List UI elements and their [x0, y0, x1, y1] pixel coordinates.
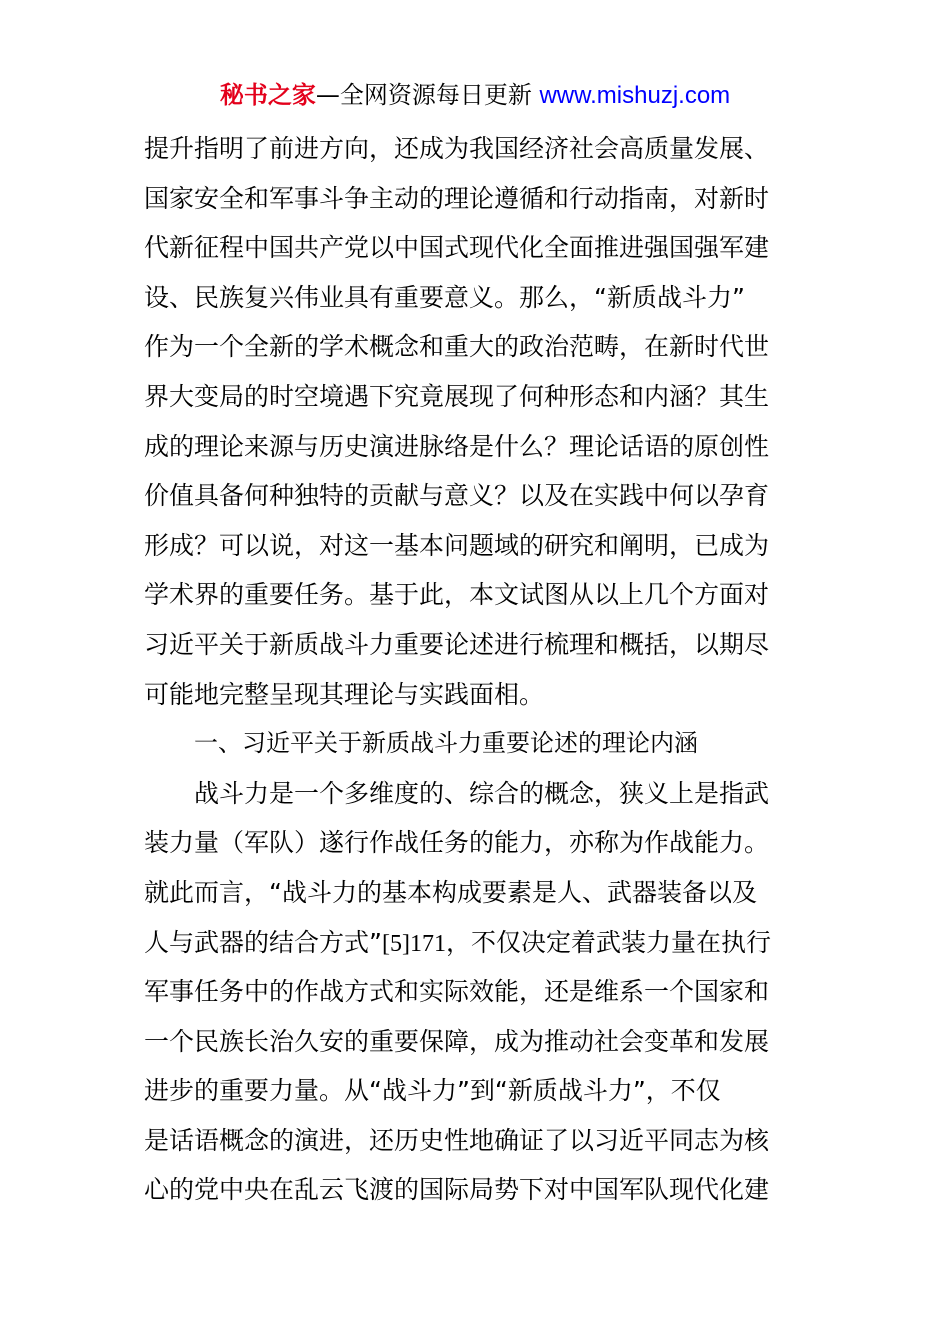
paragraph-line: 成的理论来源与历史演进脉络是什么？理论话语的原创性 [144, 431, 770, 461]
paragraph-line: 提升指明了前进方向，还成为我国经济社会高质量发展、 [144, 134, 770, 163]
paragraph-line: 形成？可以说，对这一基本问题域的研究和阐明，已成为 [144, 530, 770, 560]
paragraph-line: 国家安全和军事斗争主动的理论遵循和行动指南，对新时 [144, 183, 770, 213]
paragraph-line-with-citation [144, 918, 814, 968]
document-body [144, 124, 814, 1215]
citation-reference: [5]171 [381, 930, 446, 957]
site-header [0, 78, 950, 113]
line-text: 人与武器的结合方式” [144, 927, 382, 957]
paragraph-line: 设、民族复兴伟业具有重要意义。那么，“新质战斗力” [144, 282, 745, 312]
paragraph-line: 习近平关于新质战斗力重要论述进行梳理和概括，以期尽 [144, 629, 770, 659]
brand-name: 秘书之家 [219, 81, 316, 109]
paragraph-line: 代新征程中国共产党以中国式现代化全面推进强国强军建 [144, 233, 770, 263]
paragraph-line: 进步的重要力量。从“战斗力”到“新质战斗力”，不仅 [144, 1076, 721, 1106]
paragraph-line: 可能地完整呈现其理论与实践面相。 [144, 679, 545, 709]
paragraph-line: 界大变局的时空境遇下究竟展现了何种形态和内涵？其生 [144, 381, 770, 411]
paragraph-line: 一个民族长治久安的重要保障，成为推动社会变革和发展 [144, 1026, 770, 1056]
paragraph-line: 作为一个全新的学术概念和重大的政治范畴，在新时代世 [144, 332, 770, 362]
paragraph-line: 就此而言，“战斗力的基本构成要素是人、武器装备以及 [144, 877, 757, 907]
header-tagline: —全网资源每日更新 [315, 81, 532, 109]
paragraph-line: 心的党中央在乱云飞渡的国际局势下对中国军队现代化建 [144, 1175, 770, 1205]
section-heading: 一、习近平关于新质战斗力重要论述的理论内涵 [194, 729, 698, 758]
site-url-link[interactable]: www.mishuzj.com [539, 82, 731, 109]
paragraph-line: 价值具备何种独特的贡献与意义？以及在实践中何以孕育 [144, 481, 770, 511]
paragraph-line: 学术界的重要任务。基于此，本文试图从以上几个方面对 [144, 580, 770, 610]
line-text: ，不仅决定着武装力量在执行 [445, 927, 771, 957]
paragraph-line: 是话语概念的演进，还历史性地确证了以习近平同志为核 [144, 1125, 770, 1155]
paragraph-line: 军事任务中的作战方式和实际效能，还是维系一个国家和 [144, 977, 770, 1007]
paragraph-line: 战斗力是一个多维度的、综合的概念，狭义上是指武 [194, 778, 770, 808]
paragraph-line: 装力量（军队）遂行作战任务的能力，亦称为作战能力。 [144, 828, 770, 858]
